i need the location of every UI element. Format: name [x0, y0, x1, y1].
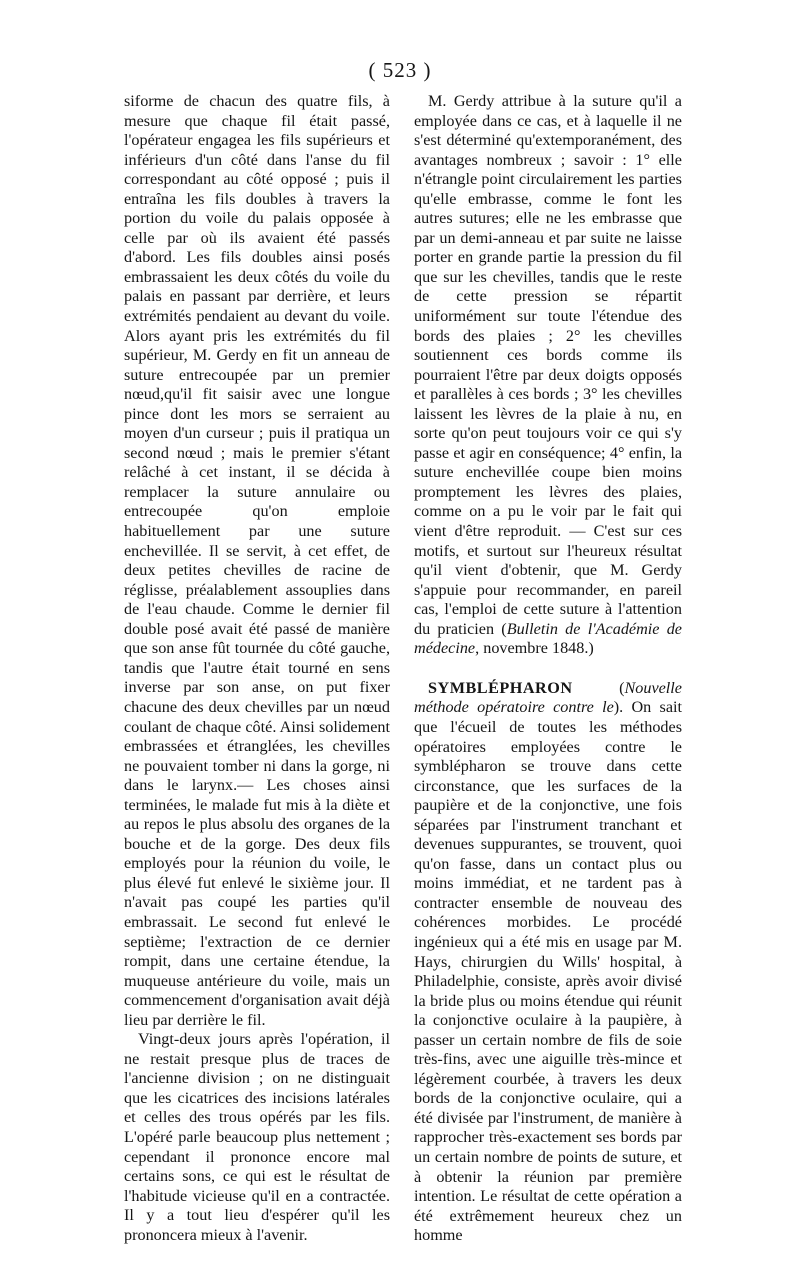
- symblepharon-text: On sait que l'écueil de toutes les méthodes opératoires employées contre le symblépharon se trouve dans cette circonstance, que les surfaces de la paupière et de la conjonctive, une fois séparées par l'instrument tranchant et devenues suppurantes, se trouvent, quoi qu'on fasse, dans un contact plus ou moins immédiat, et ne tardent pas à contracter ensemble de nouveau des cohérences morbides. Le procédé ingénieux qui a été mis en usage par M. Hays, chirurgien du Wills' hospital, à Philadelphie, consiste, après avoir divisé la bride plus ou moins étendue qui réunit la conjonctive oculaire à la paupière, à passer un certain nombre de fils de soie très-fins, avec une aiguille très-mince et légèrement courbée, à travers les deux bords de la conjonctive oculaire, qui a été divisée par l'instrument, de manière à rapprocher très-exactement ses bords par un certain nombre de points de suture, et à obtenir la réunion par première intention. Le résultat de cette opération a été extrêmement heureux chez un homme: [414, 698, 683, 1245]
- section-title: SYMBLÉPHARON: [428, 678, 573, 697]
- subtitle-open: (: [572, 678, 625, 697]
- subtitle-close: ).: [613, 698, 632, 717]
- right-paragraph-gerdy: [414, 92, 682, 659]
- right-paragraph-symblepharon: [414, 679, 682, 1246]
- page-number: ( 523 ): [368, 58, 432, 82]
- left-paragraph-2: Vingt-deux jours après l'opération, il ne restait presque plus de traces de l'ancienne division ; on ne distinguait que les cicatrices des incisions latérales et celles des trous opérés par les fils. L'opéré parle beaucoup plus nettement ; cependant il prononce encore mal certains sons, ce qui est le résultat de l'habitude vicieuse qu'il en a contractée. Il y a tout lieu d'espérer qu'il les prononcera mieux à l'avenir.: [124, 1030, 390, 1244]
- left-column: [124, 92, 390, 1245]
- citation-date: , novembre 1848.): [475, 639, 594, 658]
- citation-journal: Bulletin de l'Académie de médecine: [414, 619, 682, 658]
- section-subtitle: Nouvelle méthode opératoire contre le: [414, 678, 682, 717]
- right-column: [414, 92, 682, 1246]
- gerdy-text: M. Gerdy attribue à la suture qu'il a employée dans ce cas, et à laquelle il ne s'est déterminé qu'extemporanément, des avantages nombreux ; savoir : 1° elle n'étrangle point circulairement les parties qu'elle embrasse, comme le font les autres sutures; elle ne les embrasse que par un demi-anneau et par suite ne laisse porter en grande partie la pression du fil que sur les chevilles, tandis que le reste de cette pression se répartit uniformément sur toute l'étendue des bords des plaies ; 2° les chevilles soutiennent ces bords comme ils pourraient l'être par deux doigts opposés et parallèles à ces bords ; 3° les chevilles laissent les lèvres de la plaie à nu, en sorte qu'on peut toujours voir ce qui s'y passe et agir en conséquence; 4° enfin, la suture enchevillée coupe bien moins promptement les lèvres des plaies, comme on a pu le voir par le fait qui vient d'être reproduit. — C'est sur ces motifs, et surtout sur l'heureux résultat qu'il vient d'obtenir, que M. Gerdy s'appuie pour recommander, en pareil cas, l'emploi de cette suture à l'attention du praticien (: [414, 92, 682, 638]
- left-paragraph-1: siforme de chacun des quatre fils, à mesure que chaque fil était passé, l'opérateur engagea les fils supérieurs et inférieurs d'un côté dans l'anse du fil correspondant au côté opposé ; puis il entraîna les fils doubles à travers la portion du voile du palais opposée à celle par où ils avaient été passés d'abord. Les fils doubles ainsi posés embrassaient les deux côtés du voile du palais en passant par derrière, et leurs extrémités pendaient au devant du voile. Alors ayant pris les extrémités du fil supérieur, M. Gerdy en fit un anneau de suture entrecoupée par un premier nœud,qu'il fit saisir avec une longue pince dont les mors se serraient au moyen d'un curseur ; puis il pratiqua un second nœud ; mais le premier s'étant relâché à cet instant, il se décida à remplacer la suture annulaire ou entrecoupée qu'on emploie habituellement par une suture enchevillée. Il se servit, à cet effet, de deux petites chevilles de racine de réglisse, préalablement assouplies dans de l'eau chaude. Comme le dernier fil double posé avait été passé de manière que son anse fût tournée du côté gauche, tandis que l'autre était tourné en sens inverse par son anse, on put fixer chacune des deux chevilles par un nœud coulant de chaque côté. Ainsi solidement embrassées et étranglées, les chevilles ne pouvaient tomber ni dans la gorge, ni dans le larynx.— Les choses ainsi terminées, le malade fut mis à la diète et au repos le plus absolu des organes de la bouche et de la gorge. Des deux fils employés pour la réunion du voile, le plus élevé fut enlevé le sixième jour. Il n'avait pas coupé les parties qu'il embrassait. Le second fut enlevé le septième; l'extraction de ce dernier rompit, dans une certaine étendue, la muqueuse antérieure du voile, mais un commencement d'organisation avait déjà lieu par derrière le fil.: [124, 92, 390, 1029]
